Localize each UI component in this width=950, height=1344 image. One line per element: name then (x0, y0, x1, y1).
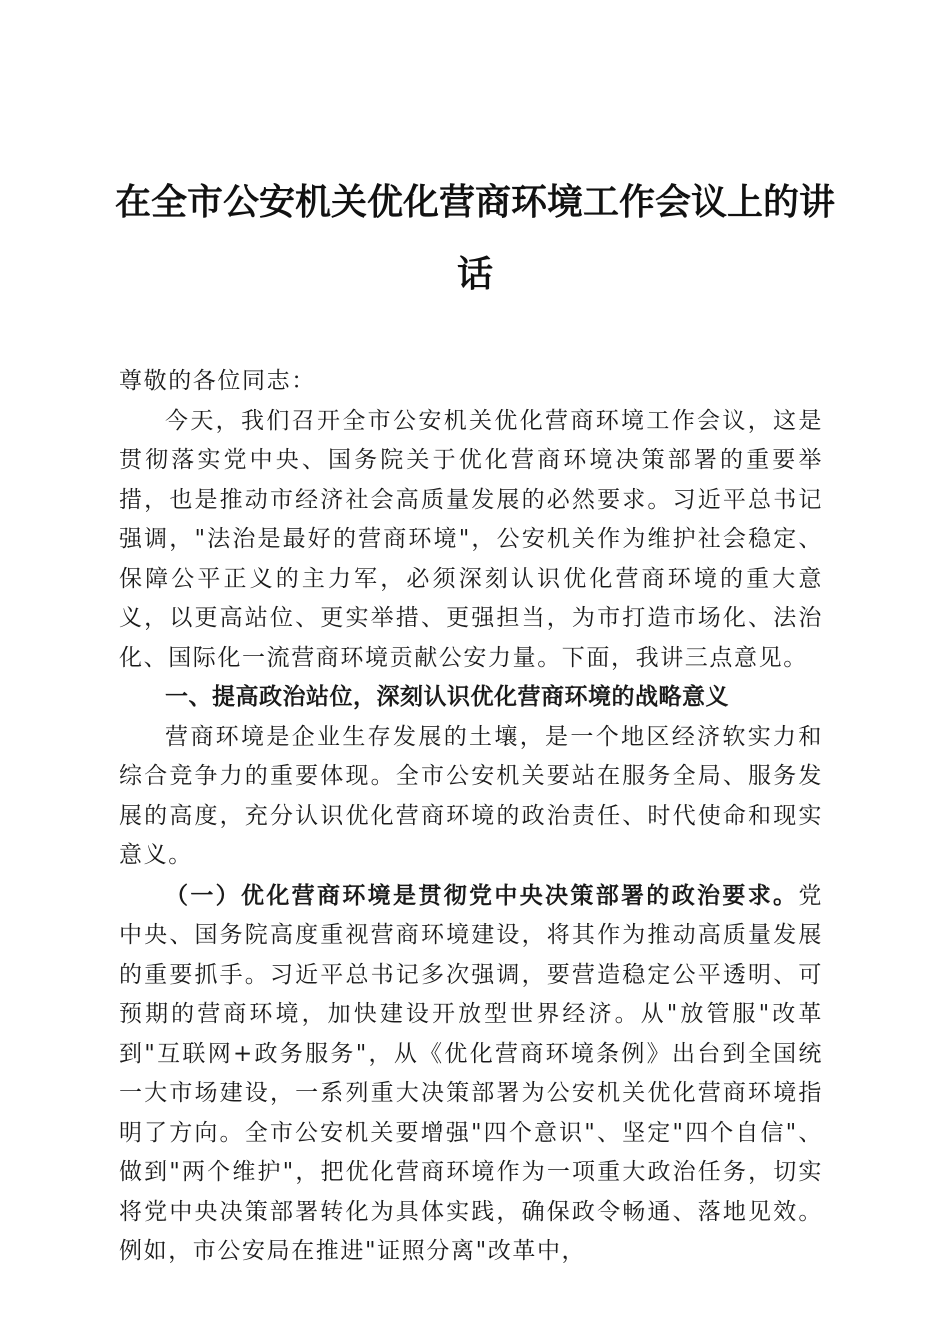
section-1-paragraph: 营商环境是企业生存发展的土壤，是一个地区经济软实力和综合竞争力的重要体现。全市公安机关要站在服务全局、服务发展的高度，充分认识优化营商环境的政治责任、时代使命和现实意义。 (119, 723, 823, 868)
subsection-1-heading: （一）优化营商环境是贯彻党中央决策部署的政治要求。 (165, 881, 799, 909)
document-body (119, 362, 823, 1272)
document-title: 在全市公安机关优化营商环境工作会议上的讲话 (114, 181, 835, 295)
intro-paragraph: 今天，我们召开全市公安机关优化营商环境工作会议，这是贯彻落实党中央、国务院关于优化营商环境决策部署的重要举措，也是推动市经济社会高质量发展的必然要求。习近平总书记强调，"法治是最好的营商环境"，公安机关作为维护社会稳定、保障公平正义的主力军，必须深刻认识优化营商环境的重大意义，以更高站位、更实举措、更强担当，为市打造市场化、法治化、国际化一流营商环境贡献公安力量。下面，我讲三点意见。 (119, 407, 823, 671)
subsection-1-paragraph (119, 876, 823, 1272)
section-1-heading: 一、提高政治站位，深刻认识优化营商环境的战略意义 (165, 684, 729, 710)
subsection-1-body: 党中央、国务院高度重视营商环境建设，将其作为推动高质量发展的重要抓手。习近平总书记多次强调，要营造稳定公平透明、可预期的营商环境，加快建设开放型世界经济。从"放管服"改革到"互联网+政务服务"，从《优化营商环境条例》出台到全国统一大市场建设，一系列重大决策部署为公安机关优化营商环境指明了方向。全市公安机关要增强"四个意识"、坚定"四个自信"、做到"两个维护"，把优化营商环境作为一项重大政治任务，切实将党中央决策部署转化为具体实践，确保政令畅通、落地见效。例如，市公安局在推进"证照分离"改革中， (119, 882, 823, 1264)
salutation: 尊敬的各位同志： (119, 368, 316, 394)
